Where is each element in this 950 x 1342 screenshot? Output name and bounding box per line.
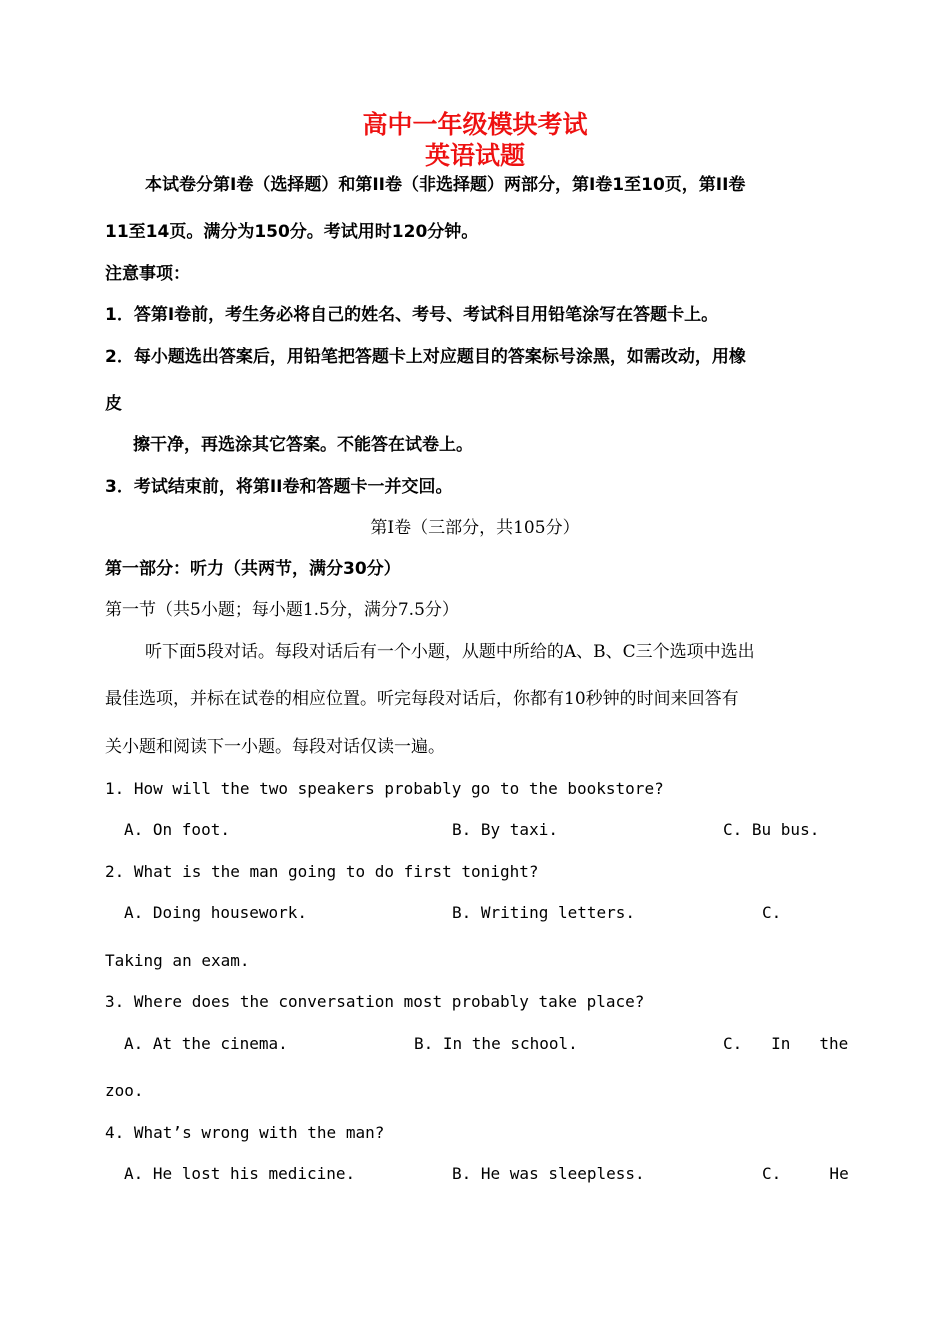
part1-heading: 第一部分：听力（共两节，满分30分） bbox=[105, 559, 401, 579]
question-4-option-b: B. He was sleepless. bbox=[452, 1164, 645, 1183]
note-item-1: 1．答第I卷前，考生务必将自己的姓名、考号、考试科目用铅笔涂写在答题卡上。 bbox=[105, 305, 719, 325]
note-item-2-line-3: 擦干净，再选涂其它答案。不能答在试卷上。 bbox=[133, 435, 473, 455]
note-item-2-line-2: 皮 bbox=[105, 394, 122, 414]
question-3-option-a: A. At the cinema. bbox=[124, 1034, 288, 1053]
note-item-3: 3．考试结束前，将第II卷和答题卡一并交回。 bbox=[105, 477, 453, 497]
instructions-line-2: 最佳选项，并标在试卷的相应位置。听完每段对话后，你都有10秒钟的时间来回答有 bbox=[105, 689, 739, 709]
question-2-option-a: A. Doing housework. bbox=[124, 903, 308, 922]
question-3-option-c-wrap: zoo. bbox=[105, 1081, 144, 1100]
intro-line-1: 本试卷分第I卷（选择题）和第II卷（非选择题）两部分，第I卷1至10页，第II卷 bbox=[145, 175, 746, 195]
question-3-stem: 3. Where does the conversation most probably take place? bbox=[105, 992, 645, 1011]
instructions-line-1: 听下面5段对话。每段对话后有一个小题，从题中所给的A、B、C三个选项中选出 bbox=[145, 642, 755, 662]
question-4-option-c: C. He bbox=[762, 1164, 849, 1183]
note-item-2-line-1: 2．每小题选出答案后，用铅笔把答题卡上对应题目的答案标号涂黑，如需改动，用橡 bbox=[105, 347, 746, 367]
exam-subtitle: 英语试题 bbox=[424, 141, 525, 170]
question-1-option-c: C. Bu bus. bbox=[723, 820, 820, 839]
exam-title: 高中一年级模块考试 bbox=[362, 110, 588, 139]
question-2-option-c-wrap: Taking an exam. bbox=[105, 951, 250, 970]
question-2-stem: 2. What is the man going to do first tonight? bbox=[105, 862, 539, 881]
question-4-option-a: A. He lost his medicine. bbox=[124, 1164, 356, 1183]
question-2-option-b: B. Writing letters. bbox=[452, 903, 636, 922]
question-3-option-c: C. In the bbox=[723, 1034, 849, 1053]
instructions-line-3: 关小题和阅读下一小题。每段对话仅读一遍。 bbox=[105, 737, 445, 757]
question-1-stem: 1. How will the two speakers probably go to the bookstore? bbox=[105, 779, 664, 798]
question-3-option-b: B. In the school. bbox=[414, 1034, 578, 1053]
intro-line-2: 11至14页。满分为150分。考试用时120分钟。 bbox=[105, 222, 479, 242]
section1-heading: 第一节（共5小题；每小题1.5分，满分7.5分） bbox=[105, 600, 459, 620]
question-4-stem: 4. What’s wrong with the man? bbox=[105, 1123, 385, 1142]
question-1-option-b: B. By taxi. bbox=[452, 820, 558, 839]
question-1-option-a: A. On foot. bbox=[124, 820, 230, 839]
question-2-option-c: C. bbox=[762, 903, 782, 922]
notes-heading: 注意事项： bbox=[105, 264, 190, 284]
volume-title: 第I卷（三部分，共105分） bbox=[370, 518, 580, 538]
